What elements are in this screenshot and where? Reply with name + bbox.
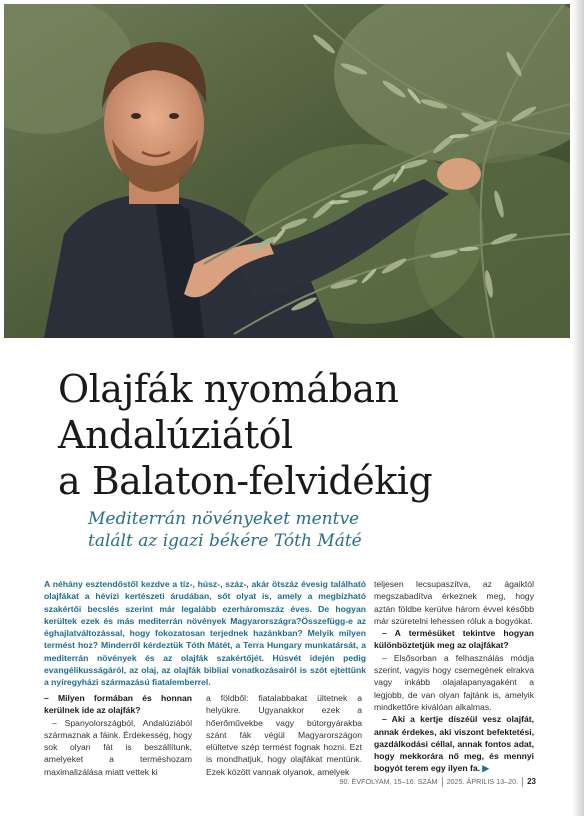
subtitle-line-1: Mediterrán növényeket mentve xyxy=(88,509,360,529)
answer-1-continued: a földből: fiatalabbakat ültetnek a helyükre. Ugyanakkor ezek a hőerőművekbe vagy bútorgyárakba szánt fák végül Magyarországon elültetve szép termést fognak hozni. Ezt is mondhatjuk, hogy olajfákat mentünk. Ezek között vannak olyanok, amelyek xyxy=(206,693,362,777)
title-line-1: Olajfák nyomában xyxy=(58,367,399,411)
article-subtitle xyxy=(88,508,528,552)
footer-date: 2025. ÁPRILIS 13–20. xyxy=(446,777,519,786)
lead-text: A néhány esztendőstől kezdve a tíz-, húsz-, száz-, akár ötszáz évesig található olajfákat a hévízi kertészeti árudában, sőt olyat is, amely a megbízható szakértői becslés szerint már legalább ezerháromszáz éves. De hogyan kerültek ezek és más mediterrán növények Magyarországra?Összefügg-e az éghajlatváltozással, hogy fokozatosan terjednek hazánkban? Melyik milyen termést hoz? Minderről kérdeztük Tóth Mátét, a Terra Hungary munkatársát, a mediterrán növények és az olajfák szakértőjét. Húsvét idején pedig evangélikusságáról, az olaj, az olajfák bibliai vonatkozásairól is szót ejtettünk a nyíregyházi származású fiatalemberrel. xyxy=(44,579,366,688)
answer-2: – Elsősorban a felhasználás módja szerint, vagyis hogy csemegének elrakva vagy inkább olajalapanyagaként a legjobb, de van olyan fajtánk is, amelyik mindkettőre kiválóan alkalmas. xyxy=(374,652,534,712)
subtitle-line-2: talált az igazi békére Tóth Máté xyxy=(88,531,362,551)
page-edge-shadow xyxy=(572,0,584,816)
footer-separator xyxy=(442,777,443,787)
body-column-2 xyxy=(206,692,362,778)
page-number: 23 xyxy=(527,777,536,786)
body-column-3 xyxy=(374,578,534,775)
question-1: – Milyen formában és honnan kerülnek ide az olajfák? xyxy=(44,693,192,716)
photo-man-olive-tree xyxy=(4,4,570,338)
question-3 xyxy=(374,713,534,774)
article-title xyxy=(58,366,538,504)
answer-1-end: teljesen lecsupaszítva, az ágaiktól megszabadítva érkeznek meg, hogy aztán földbe kerülve három évvel később már szüretelni lehessen róluk a bogyókat. xyxy=(374,579,534,626)
lead-paragraph xyxy=(44,578,366,689)
question-2: – A termésüket tekintve hogyan különböztetjük meg az olajfákat? xyxy=(374,628,534,651)
answer-1: – Spanyolországból, Andalúziából származnak a fáink. Érdekesség, hogy sok olyan fát is beszállítunk, amelyeket a terméshozam maximalizálása miatt vettek ki xyxy=(44,717,192,777)
continue-arrow-icon: ▶ xyxy=(482,763,490,774)
footer-separator xyxy=(522,777,523,787)
footer-volume: 90. ÉVFOLYAM, 15–16. SZÁM xyxy=(339,777,438,786)
title-line-2: Andalúziától xyxy=(58,413,293,457)
cover-photo xyxy=(4,4,570,338)
question-3-text: – Aki a kertje díszéül vesz olajfát, annak érdekes, aki viszont befektetési, gazdálkodási céllal, annak fontos adat, hogy mekkorára nő meg, és mennyi bogyót terem egy ilyen fa. xyxy=(374,714,534,774)
page-footer xyxy=(300,777,536,791)
title-line-3: a Balaton-felvidékig xyxy=(58,459,433,503)
body-column-1 xyxy=(44,692,192,778)
